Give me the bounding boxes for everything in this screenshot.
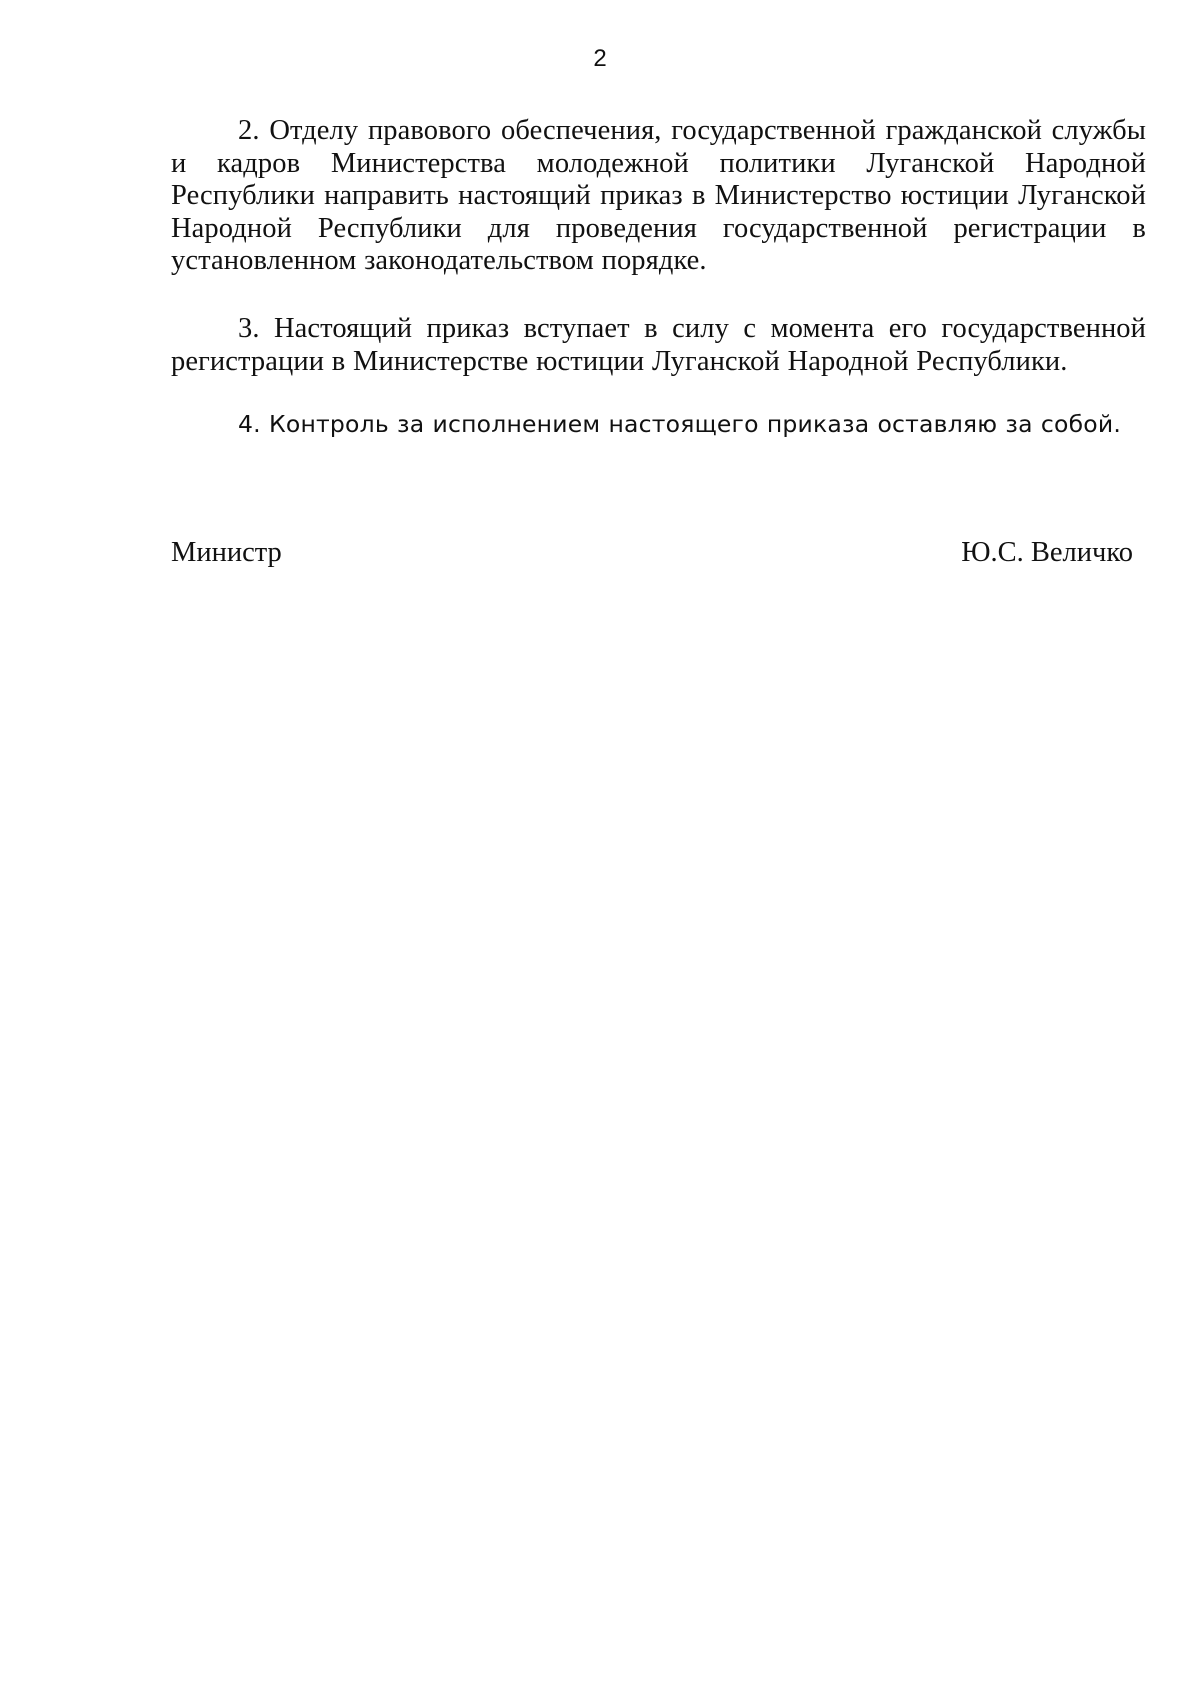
signatory-position: Министр — [171, 537, 282, 568]
paragraph-3: 3. Настоящий приказ вступает в силу с момента его государственной регистрации в Министерстве юстиции Луганской Народной Республики. — [171, 313, 1146, 377]
signature-block — [171, 536, 1133, 570]
paragraph-2: 2. Отделу правового обеспечения, государственной гражданской службы и кадров Министерства молодежной политики Луганской Народной Республики направить настоящий приказ в Министерство юстиции Луганской Народной Республики для проведения государственной регистрации в установленном законодательством порядке. — [171, 115, 1146, 276]
signatory-name: Ю.С. Величко — [961, 537, 1133, 568]
page-number: 2 — [593, 45, 607, 72]
paragraph-4: 4. Контроль за исполнением настоящего приказа оставляю за собой. — [238, 410, 1121, 438]
